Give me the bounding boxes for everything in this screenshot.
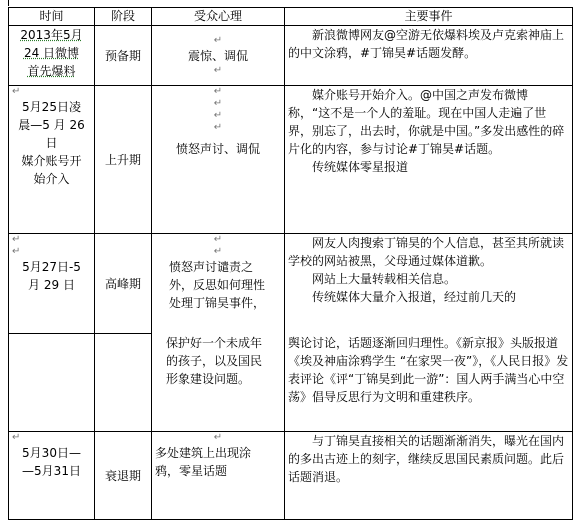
event-paragraph: 网站上大量转载相关信息。 [312, 272, 457, 286]
time-line: 24 日微博 [23, 46, 80, 60]
header-psychology: 受众心理 [152, 8, 285, 26]
stage-cell: 预备期 [95, 26, 152, 86]
header-events: 主要事件 [285, 8, 573, 26]
time-line: 首先爆料 [27, 64, 76, 78]
paragraph-mark-icon: ↵ [12, 246, 21, 257]
paragraph-mark-icon: ↵ [213, 110, 223, 121]
stage-cell [95, 334, 152, 432]
psychology-line: 外，反思如何理性 [169, 278, 266, 292]
event-paragraph: 新浪微博网友@空游无依爆料埃及卢克索神庙上的中文涂鸦，#丁锦昊#话题发酵。 [288, 28, 565, 60]
event-paragraph: 与丁锦昊直接相关的话题渐渐消失，曝光在国内的多出古迹上的刻字，继续反思国民素质问题。此后话题消退。 [288, 434, 565, 484]
time-cell [9, 334, 95, 432]
table-row [9, 234, 573, 334]
psychology-cell [152, 432, 285, 520]
stage-cell: 上升期 [95, 86, 152, 234]
psychology-line: 处理丁锦昊事件， [169, 296, 266, 310]
event-paragraph: 媒介账号开始介入。@中国之声发布微博称，“这不是一个人的羞耻。现在中国人走遍了世界，别忘了，出去时，你就是中国。”多发出感性的碎片化的内容，参与讨论#丁锦昊#话题。 [288, 88, 565, 156]
time-cell [9, 26, 95, 86]
paragraph-mark-icon: ↵ [213, 86, 223, 97]
paragraph-mark-icon: ↵ [213, 432, 223, 443]
time-line: 晨—5 月 26 [18, 118, 85, 132]
psychology-line: 鸦，零星话题 [155, 464, 228, 478]
paragraph-mark-icon: ↵ [12, 234, 21, 245]
psychology-line: 愤怒声讨谴责之 [169, 260, 254, 274]
events-cell [285, 334, 573, 432]
text-cursor [8, 0, 9, 6]
psychology-line: 形象建设问题。 [166, 371, 251, 386]
time-line: 月 29 日 [28, 278, 75, 292]
psychology-text: 震惊、调侃 [187, 48, 248, 63]
events-cell [285, 432, 573, 520]
stage-cell: 高峰期 [95, 234, 152, 334]
stage-cell: 衰退期 [95, 432, 152, 520]
psychology-cell [152, 26, 285, 86]
time-line: 5月27日-5 [22, 260, 81, 274]
paragraph-mark-icon: ↵ [213, 64, 223, 76]
time-line: 日 [45, 136, 58, 150]
paragraph-mark-icon: ↵ [12, 432, 21, 443]
event-paragraph: 网友人肉搜索丁锦昊的个人信息，甚至其所就读学校的网站被黑，父母通过媒体道歉。 [288, 236, 565, 268]
paragraph-mark-icon: ↵ [213, 34, 223, 46]
psychology-line: 的孩子，以及国民 [166, 353, 263, 368]
paragraph-mark-icon: ↵ [213, 246, 223, 257]
psychology-line: 保护好一个未成年 [166, 335, 263, 350]
event-paragraph: 舆论讨论，话题逐渐回归理性。《新京报》头版报道《埃及神庙涂鸦学生 “在家哭一夜”》，《人民日报》发表评论《评“丁锦昊到此一游”：国人两手满当心中空荡》倡导反思行为文明和重建秩序。 [288, 335, 569, 404]
time-line: —5月31日 [22, 464, 81, 478]
paragraph-mark-icon: ↵ [213, 234, 223, 245]
paragraph-mark-icon: ↵ [12, 86, 21, 97]
psychology-cell [152, 334, 285, 432]
psychology-line: 多处建筑上出现涂 [155, 446, 252, 460]
time-cell [9, 234, 95, 334]
table-row [9, 432, 573, 520]
time-line: 2013年5月 [20, 28, 83, 42]
table-header-row [9, 8, 573, 26]
public-opinion-timeline-table [8, 7, 573, 520]
events-cell [285, 234, 573, 334]
time-line: 始介入 [33, 172, 70, 186]
header-stage: 阶段 [95, 8, 152, 26]
events-cell [285, 86, 573, 234]
time-line: 媒介账号开 [21, 154, 82, 168]
psychology-cell [152, 86, 285, 234]
time-line: 5月25日凌 [22, 100, 81, 114]
header-time: 时间 [9, 8, 95, 26]
table-row [9, 86, 573, 234]
psychology-text: 愤怒声讨、调侃 [175, 142, 260, 156]
time-line: 5月30日— [22, 446, 81, 460]
psychology-cell [152, 234, 285, 334]
time-cell [9, 86, 95, 234]
table-row-continuation [9, 334, 573, 432]
events-cell [285, 26, 573, 86]
paragraph-mark-icon: ↵ [213, 98, 223, 109]
time-cell [9, 432, 95, 520]
event-paragraph: 传统媒体零星报道 [312, 160, 409, 174]
table-row [9, 26, 573, 86]
paragraph-mark-icon: ↵ [213, 122, 223, 133]
event-paragraph: 传统媒体大量介入报道，经过前几天的 [312, 290, 517, 304]
